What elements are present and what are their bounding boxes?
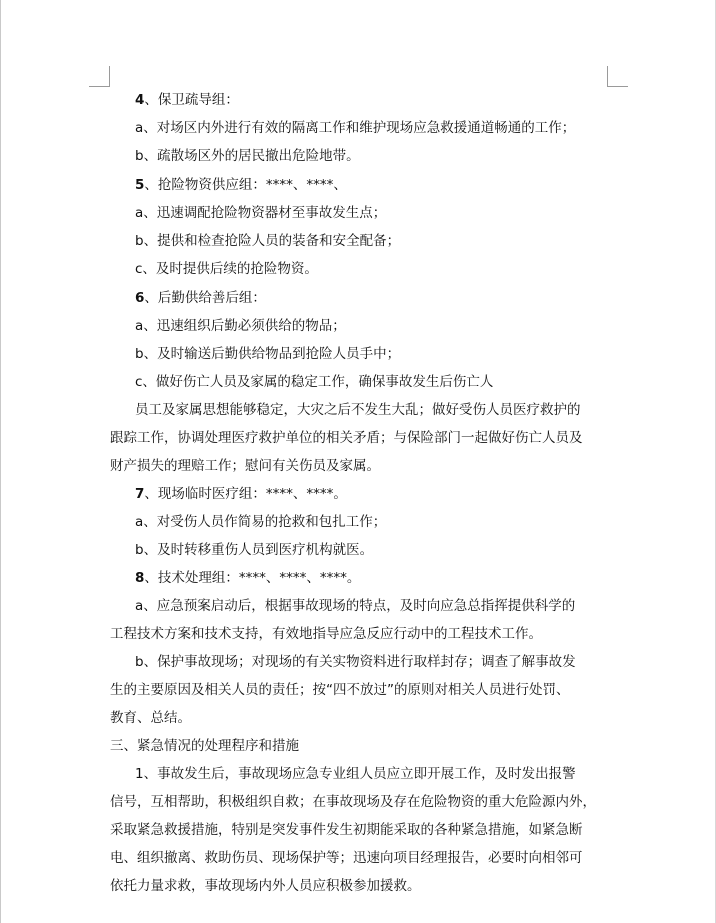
paragraph-line: a、迅速组织后勤必须供给的物品； — [135, 318, 346, 334]
section-heading: 7、现场临时医疗组：****、****。 — [135, 486, 347, 502]
paragraph-line: b、疏散场区外的居民撤出危险地带。 — [135, 148, 360, 164]
paragraph-line: 教育、总结。 — [110, 710, 191, 726]
paragraph-line: c、及时提供后续的抢险物资。 — [135, 261, 318, 277]
crop-mark-top-right — [607, 66, 628, 87]
paragraph-line: 工程技术方案和技术支持，有效地指导应急反应行动中的工程技术工作。 — [110, 626, 542, 642]
paragraph-line: a、对受伤人员作简易的抢救和包扎工作； — [135, 514, 387, 530]
paragraph-line: b、及时输送后勤供给物品到抢险人员手中； — [135, 346, 401, 362]
paragraph-line: a、迅速调配抢险物资器材至事故发生点； — [135, 205, 387, 221]
section-heading: 5、抢险物资供应组：****、****、 — [135, 177, 347, 193]
paragraph-line: a、应急预案启动后，根据事故现场的特点，及时向应急总指挥提供科学的 — [135, 598, 576, 614]
paragraph-line: b、及时转移重伤人员到医疗机构就医。 — [135, 542, 374, 558]
chapter-heading: 三、紧急情况的处理程序和措施 — [110, 738, 299, 754]
page-left-edge — [0, 0, 1, 923]
paragraph-line: b、保护事故现场；对现场的有关实物资料进行取样封存；调查了解事故发 — [135, 654, 576, 670]
paragraph-line: 采取紧急救援措施，特别是突发事件发生初期能采取的各种紧急措施，如紧急断 — [110, 822, 583, 838]
paragraph-line: 依托力量求救，事故现场内外人员应积极参加援救。 — [110, 878, 421, 894]
paragraph-line: 生的主要原因及相关人员的责任；按“四不放过”的原则对相关人员进行处罚、 — [110, 682, 570, 698]
paragraph-line: 财产损失的理赔工作；慰问有关伤员及家属。 — [110, 458, 380, 474]
paragraph-line: a、对场区内外进行有效的隔离工作和维护现场应急救援通道畅通的工作； — [135, 120, 576, 136]
section-heading: 4、保卫疏导组： — [135, 92, 239, 108]
paragraph-line: 跟踪工作，协调处理医疗救护单位的相关矛盾；与保险部门一起做好伤亡人员及 — [110, 430, 583, 446]
paragraph-line: c、做好伤亡人员及家属的稳定工作，确保事故发生后伤亡人 — [135, 374, 494, 390]
crop-mark-top-left — [89, 66, 110, 87]
section-heading: 6、后勤供给善后组： — [135, 290, 266, 306]
paragraph-line: 员工及家属思想能够稳定，大灾之后不发生大乱；做好受伤人员医疗救护的 — [135, 402, 581, 418]
paragraph-line: 电、组织撤离、救助伤员、现场保护等；迅速向项目经理报告，必要时向相邻可 — [110, 850, 583, 866]
paragraph-line: 1、事故发生后，事故现场应急专业组人员应立即开展工作，及时发出报警 — [135, 766, 576, 782]
paragraph-line: 信号，互相帮助，积极组织自救；在事故现场及存在危险物资的重大危险源内外， — [110, 794, 596, 810]
paragraph-line: b、提供和检查抢险人员的装备和安全配备； — [135, 233, 401, 249]
section-heading: 8、技术处理组：****、****、****。 — [135, 570, 361, 586]
